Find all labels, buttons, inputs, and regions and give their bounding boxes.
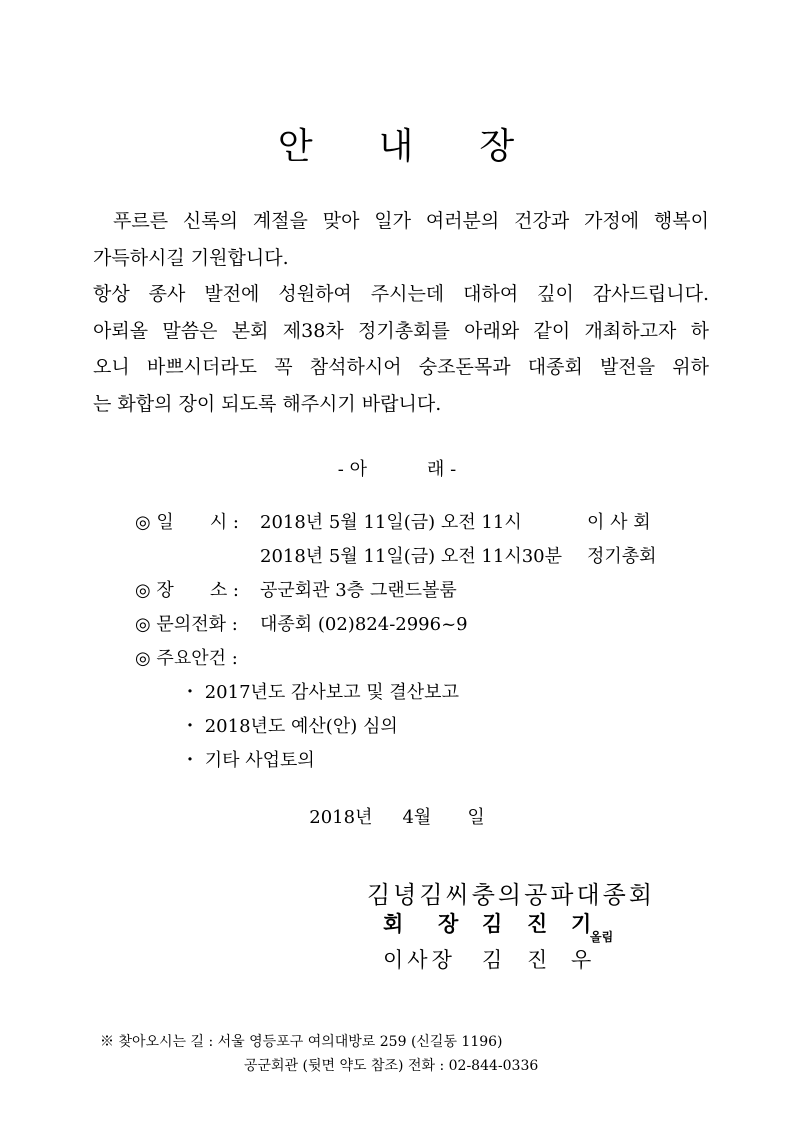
directions-line-1: ※ 찾아오시는 길 : 서울 영등포구 여의대방로 259 (신길동 1196) xyxy=(100,1034,503,1050)
body-line-1: 푸르른 신록의 계절을 맞아 일가 여러분의 건강과 가정에 행복이 xyxy=(113,210,709,232)
notice-heading xyxy=(0,455,794,481)
organization-name: 김녕김씨충의공파대종회 xyxy=(367,881,656,909)
time-line-1: 2018년 5월 11일(금) 오전 11시 xyxy=(260,512,522,533)
director-name-2: 진 xyxy=(527,948,548,972)
closing-word: 올림 xyxy=(590,930,614,944)
director-name-1: 김 xyxy=(482,948,503,972)
agenda-item-1: ・ 2017년도 감사보고 및 결산보고 xyxy=(181,682,459,703)
date-month: 4월 xyxy=(402,807,432,828)
chair-name-3: 기 xyxy=(571,912,592,936)
place-label: ◎ 장 소 : xyxy=(135,580,239,601)
director-title: 이사장 xyxy=(383,948,456,972)
invitation-body xyxy=(93,203,709,422)
agenda-item-2: ・ 2018년도 예산(안) 심의 xyxy=(181,716,398,737)
chair-title-2: 장 xyxy=(438,912,459,936)
body-line-5: 오니 바쁘시더라도 꼭 참석하시어 숭조돈목과 대종회 발전을 위하 xyxy=(93,356,709,378)
page-title xyxy=(0,118,794,169)
title-char-1: 안 xyxy=(277,126,315,167)
date-year: 2018년 xyxy=(309,807,373,828)
issue-date xyxy=(0,803,794,829)
agenda-label: ◎ 주요안건 : xyxy=(135,648,238,669)
chair-title-1: 회 xyxy=(383,912,404,936)
place-value: 공군회관 3층 그랜드볼룸 xyxy=(260,580,457,601)
chair-name-1: 김 xyxy=(482,912,503,936)
time-line-1-event: 이 사 회 xyxy=(587,512,651,533)
time-line-2: 2018년 5월 11일(금) 오전 11시30분 xyxy=(260,546,563,567)
title-char-2: 내 xyxy=(378,126,416,167)
directions-line-2: 공군회관 (뒷면 약도 참조) 전화 : 02-844-0336 xyxy=(244,1058,539,1074)
body-line-2: 가득하시길 기원합니다. xyxy=(93,246,289,269)
agenda-item-3: ・ 기타 사업토의 xyxy=(181,750,315,771)
body-line-4: 아뢰올 말씀은 본회 제38차 정기총회를 아래와 같이 개최하고자 하 xyxy=(93,319,709,342)
contact-value: 대종회 (02)824-2996~9 xyxy=(260,614,468,635)
body-line-3: 항상 종사 발전에 성원하여 주시는데 대하여 깊이 감사드립니다. xyxy=(93,283,709,305)
time-line-2-event: 정기총회 xyxy=(587,546,657,567)
time-label: ◎ 일 시 : xyxy=(135,512,239,533)
contact-label: ◎ 문의전화 : xyxy=(135,614,238,635)
notice-heading-left: - 아 xyxy=(337,459,367,480)
title-char-3: 장 xyxy=(479,126,517,167)
notice-heading-right: 래 - xyxy=(427,459,457,480)
chair-name-2: 진 xyxy=(527,912,548,936)
director-name-3: 우 xyxy=(571,948,592,972)
body-line-6: 는 화합의 장이 되도록 해주시기 바랍니다. xyxy=(93,392,442,415)
date-day: 일 xyxy=(467,807,485,828)
